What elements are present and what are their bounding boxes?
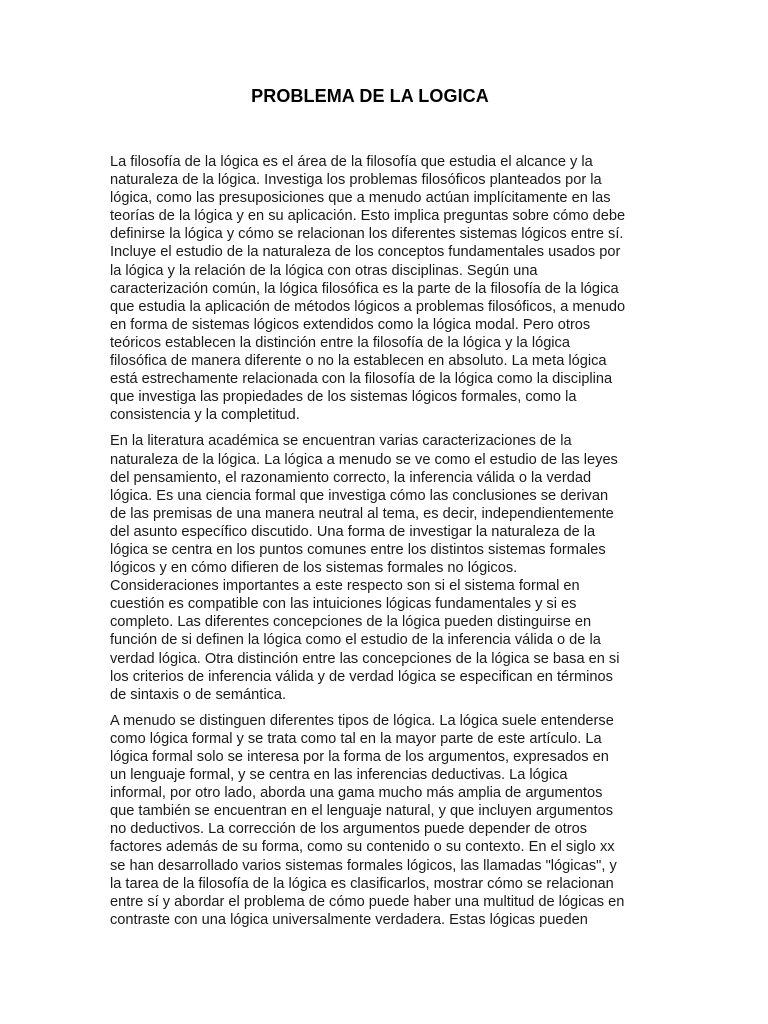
text-line: En la literatura académica se encuentran varias caracterizaciones de la [110, 433, 572, 450]
text-line: lógica, como las presuposiciones que a menudo actúan implícitamente en las [110, 190, 611, 207]
text-line: filosófica de manera diferente o no la establecen en absoluto. La meta lógica [110, 353, 607, 370]
text-line: teorías de la lógica y en su aplicación. Esto implica preguntas sobre cómo debe [110, 208, 626, 225]
text-line: teóricos establecen la distinción entre la filosofía de la lógica y la lógica [110, 334, 570, 351]
text-line: consistencia y la completitud. [110, 407, 300, 424]
text-line: contraste con una lógica universalmente verdadera. Estas lógicas pueden [110, 911, 588, 928]
text-line: la lógica y la relación de la lógica con otras disciplinas. Según una [110, 262, 538, 279]
text-line: cuestión es compatible con las intuiciones lógicas fundamentales y si es [110, 596, 577, 613]
text-line: informal, por otro lado, aborda una gama mucho más amplia de argumentos [110, 785, 603, 802]
text-line: no deductivos. La corrección de los argumentos puede depender de otros [110, 821, 588, 838]
document-title: PROBLEMA DE LA LOGICA [251, 86, 489, 106]
text-line: está estrechamente relacionada con la filosofía de la lógica como la disciplina [110, 371, 613, 388]
text-line: Consideraciones importantes a este respecto son si el sistema formal en [110, 578, 580, 595]
paragraph-2 [110, 432, 660, 703]
text-line: del pensamiento, el razonamiento correcto, la inferencia válida o la verdad [110, 469, 592, 486]
text-line: como lógica formal y se trata como tal en la mayor parte de este artículo. La [110, 730, 602, 747]
text-line: lógica formal solo se interesa por la forma de los argumentos, expresados en [110, 749, 609, 765]
text-line: factores además de su forma, como su contenido o su contexto. En el siglo xx [110, 839, 615, 856]
paragraph-1 [110, 153, 660, 424]
text-line: A menudo se distinguen diferentes tipos de lógica. La lógica suele entenderse [110, 712, 614, 729]
text-line: que investiga las propiedades de los sistemas lógicos formales, como la [110, 389, 577, 406]
text-line: de sintaxis o de semántica. [110, 686, 287, 703]
text-line: función de si definen la lógica como el estudio de la inferencia válida o de la [110, 632, 601, 649]
text-line: de las premisas de una manera neutral al tema, es decir, independientemente [110, 505, 614, 522]
text-line: Incluye el estudio de la naturaleza de los conceptos fundamentales usados por [110, 244, 621, 261]
text-line: caracterización común, la lógica filosófica es la parte de la filosofía de la lógica [110, 280, 619, 297]
text-line: lógica se centra en los puntos comunes entre los distintos sistemas formales [110, 541, 606, 558]
paragraph-3 [110, 712, 660, 929]
text-line: La filosofía de la lógica es el área de la filosofía que estudia el alcance y la [110, 154, 593, 170]
text-line: los criterios de inferencia válida y de verdad lógica se especifican en términos [110, 668, 613, 685]
text-line: naturaleza de la lógica. La lógica a menudo se ve como el estudio de las leyes [110, 451, 618, 468]
text-line: del asunto específico discutido. Una forma de investigar la naturaleza de la [110, 523, 596, 540]
document-body [110, 153, 660, 937]
text-line: en forma de sistemas lógicos extendidos como la lógica modal. Pero otros [110, 316, 591, 333]
text-line: lógica. Es una ciencia formal que investiga cómo las conclusiones se derivan [110, 487, 609, 504]
text-line: lógicos y en cómo difieren de los sistemas formales no lógicos. [110, 560, 518, 577]
text-line: que estudia la aplicación de métodos lógicos a problemas filosóficos, a menudo [110, 298, 626, 315]
text-line: un lenguaje formal, y se centra en las inferencias deductivas. La lógica [110, 767, 568, 784]
text-line: completo. Las diferentes concepciones de la lógica pueden distinguirse en [110, 614, 592, 631]
text-line: la tarea de la filosofía de la lógica es clasificarlos, mostrar cómo se relacionan [110, 875, 614, 892]
text-line: entre sí y abordar el problema de cómo puede haber una multitud de lógicas en [110, 893, 625, 910]
text-line: naturaleza de la lógica. Investiga los problemas filosóficos planteados por la [110, 172, 602, 189]
text-line: se han desarrollado varios sistemas formales lógicos, las llamadas "lógicas", y [110, 857, 617, 874]
text-line: verdad lógica. Otra distinción entre las concepciones de la lógica se basa en si [110, 650, 620, 667]
text-line: definirse la lógica y cómo se relacionan los diferentes sistemas lógicos entre sí. [110, 226, 624, 243]
text-line: que también se encuentran en el lenguaje natural, y que incluyen argumentos [110, 803, 614, 820]
